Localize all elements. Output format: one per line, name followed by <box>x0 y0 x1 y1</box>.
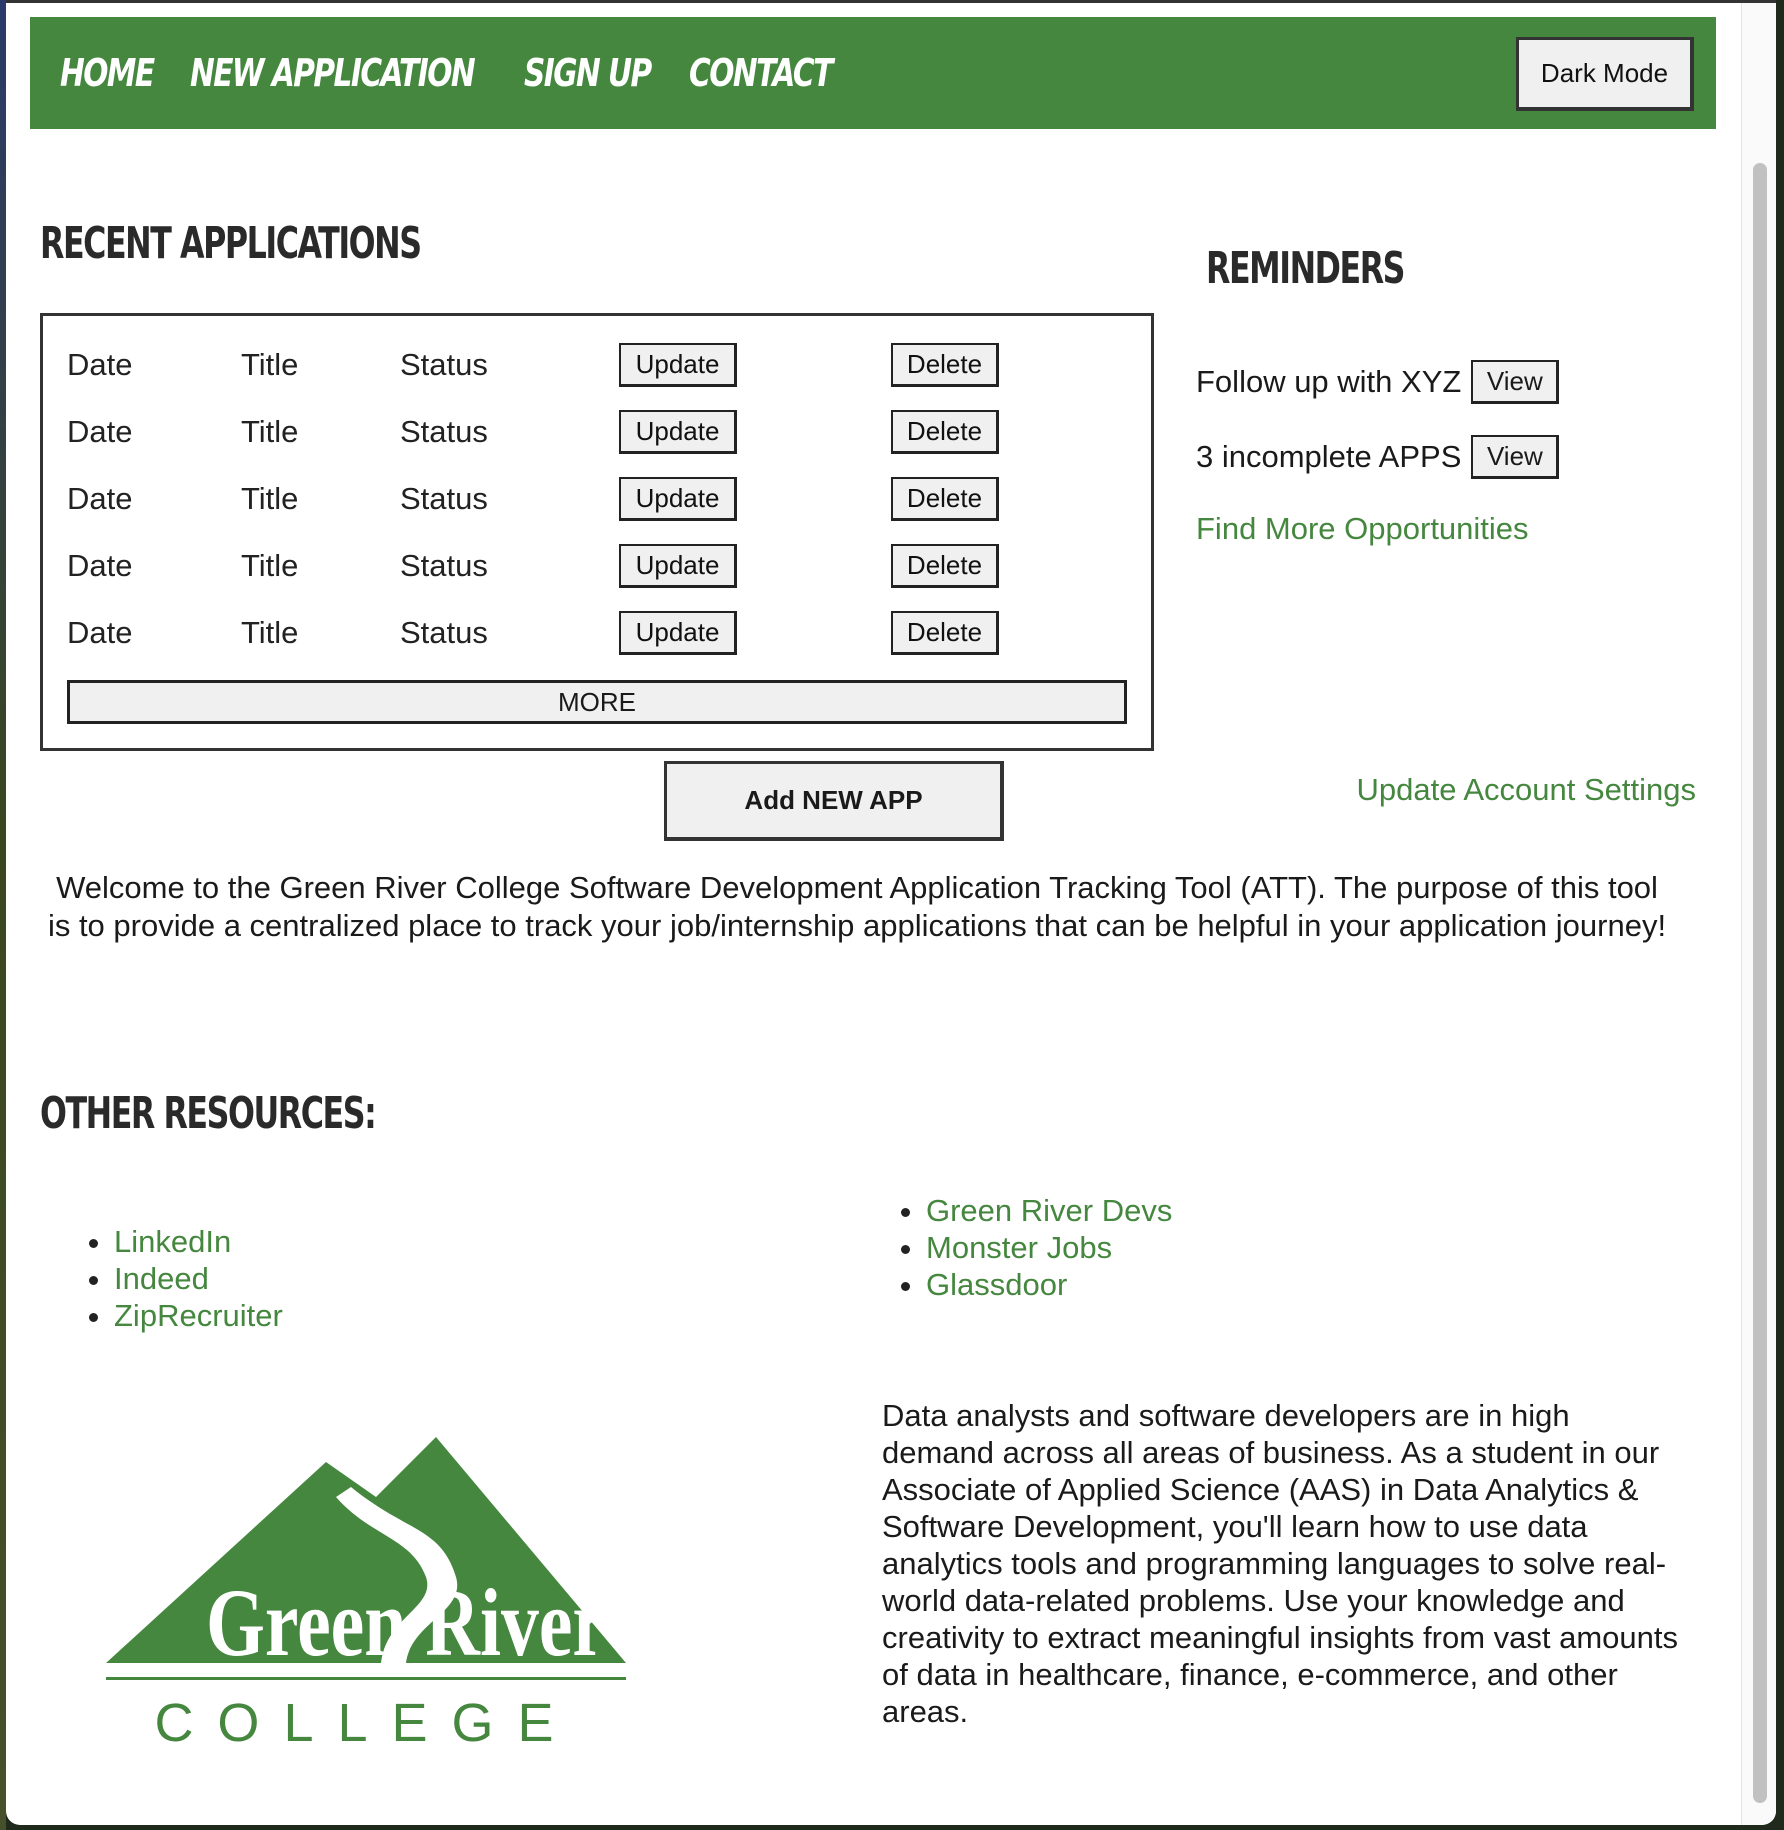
resources-list-left <box>66 1223 283 1334</box>
add-new-app-button[interactable]: Add NEW APP <box>664 761 1004 841</box>
view-reminder-button[interactable]: View <box>1471 360 1559 404</box>
table-row <box>67 611 1127 655</box>
update-button[interactable]: Update <box>619 410 737 454</box>
other-resources-heading: OTHER RESOURCES: <box>40 1088 376 1139</box>
list-item <box>114 1223 283 1260</box>
app-date: Date <box>67 548 133 583</box>
app-title: Title <box>241 548 299 583</box>
app-date: Date <box>67 615 133 650</box>
app-status: Status <box>400 347 488 382</box>
green-river-devs-link[interactable]: Green River Devs <box>926 1193 1173 1228</box>
list-item <box>926 1229 1172 1266</box>
table-row <box>67 343 1127 387</box>
nav-new-application-link[interactable]: NEW APPLICATION <box>189 51 474 95</box>
logo-wordmark: Green River <box>206 1569 606 1676</box>
app-status: Status <box>400 615 488 650</box>
app-status: Status <box>400 414 488 449</box>
scrollbar-track[interactable] <box>1741 3 1776 1825</box>
list-item <box>114 1260 283 1297</box>
list-item <box>926 1192 1172 1229</box>
more-button[interactable]: MORE <box>67 680 1127 724</box>
delete-button[interactable]: Delete <box>891 611 999 655</box>
delete-button[interactable]: Delete <box>891 410 999 454</box>
app-title: Title <box>241 615 299 650</box>
reminder-item <box>1196 360 1559 404</box>
view-reminder-button[interactable]: View <box>1471 435 1559 479</box>
top-nav <box>30 17 1716 129</box>
scrollbar-thumb[interactable] <box>1753 163 1767 1803</box>
delete-button[interactable]: Delete <box>891 477 999 521</box>
reminders-heading: REMINDERS <box>1206 243 1405 294</box>
app-title: Title <box>241 481 299 516</box>
browser-window <box>6 0 1776 1825</box>
table-row <box>67 477 1127 521</box>
delete-button[interactable]: Delete <box>891 343 999 387</box>
nav-contact-link[interactable]: CONTACT <box>688 51 832 95</box>
app-date: Date <box>67 481 133 516</box>
program-description: Data analysts and software developers are in high demand across all areas of business. As a student in our Associate of Applied Science (AAS) in Data Analytics & Software Development, you'll learn how to use data analytics tools and programming languages to solve real-world data-related problems. Use your knowledge and creativity to extract meaningful insights from vast amounts of data in healthcare, finance, e-commerce, and other areas. <box>882 1398 1678 1729</box>
app-title: Title <box>241 347 299 382</box>
update-button[interactable]: Update <box>619 343 737 387</box>
find-more-row <box>1196 507 1529 551</box>
update-button[interactable]: Update <box>619 611 737 655</box>
nav-links <box>60 17 872 129</box>
app-date: Date <box>67 414 133 449</box>
update-account-settings-link[interactable]: Update Account Settings <box>1356 772 1696 807</box>
monster-jobs-link[interactable]: Monster Jobs <box>926 1230 1113 1265</box>
app-date: Date <box>67 347 133 382</box>
logo-college-text: COLLEGE <box>154 1693 578 1753</box>
update-button[interactable]: Update <box>619 544 737 588</box>
green-river-college-logo <box>106 1437 726 1753</box>
welcome-text: Welcome to the Green River College Software Development Application Tracking Tool (ATT). The purpose of this tool is to provide a centralized place to track your job/internship applications that can be helpful in your application journey! <box>47 870 1667 943</box>
recent-applications-heading: RECENT APPLICATIONS <box>40 218 421 269</box>
delete-button[interactable]: Delete <box>891 544 999 588</box>
app-status: Status <box>400 481 488 516</box>
table-row <box>67 544 1127 588</box>
find-more-opportunities-link[interactable]: Find More Opportunities <box>1196 511 1529 546</box>
app-status: Status <box>400 548 488 583</box>
app-title: Title <box>241 414 299 449</box>
list-item <box>114 1297 283 1334</box>
linkedin-link[interactable]: LinkedIn <box>114 1224 232 1259</box>
ziprecruiter-link[interactable]: ZipRecruiter <box>114 1298 283 1333</box>
dark-mode-button[interactable]: Dark Mode <box>1516 37 1694 111</box>
list-item <box>926 1266 1172 1303</box>
glassdoor-link[interactable]: Glassdoor <box>926 1267 1068 1302</box>
nav-home-link[interactable]: HOME <box>60 51 154 95</box>
recent-applications-table <box>40 313 1154 751</box>
reminder-text: Follow up with XYZ <box>1196 364 1462 399</box>
reminder-text: 3 incomplete APPS <box>1196 439 1462 474</box>
table-row <box>67 410 1127 454</box>
indeed-link[interactable]: Indeed <box>114 1261 209 1296</box>
resources-list-right <box>868 1192 1172 1303</box>
account-settings-row <box>1356 768 1696 812</box>
reminder-item <box>1196 435 1559 479</box>
nav-sign-up-link[interactable]: SIGN UP <box>524 51 651 95</box>
update-button[interactable]: Update <box>619 477 737 521</box>
